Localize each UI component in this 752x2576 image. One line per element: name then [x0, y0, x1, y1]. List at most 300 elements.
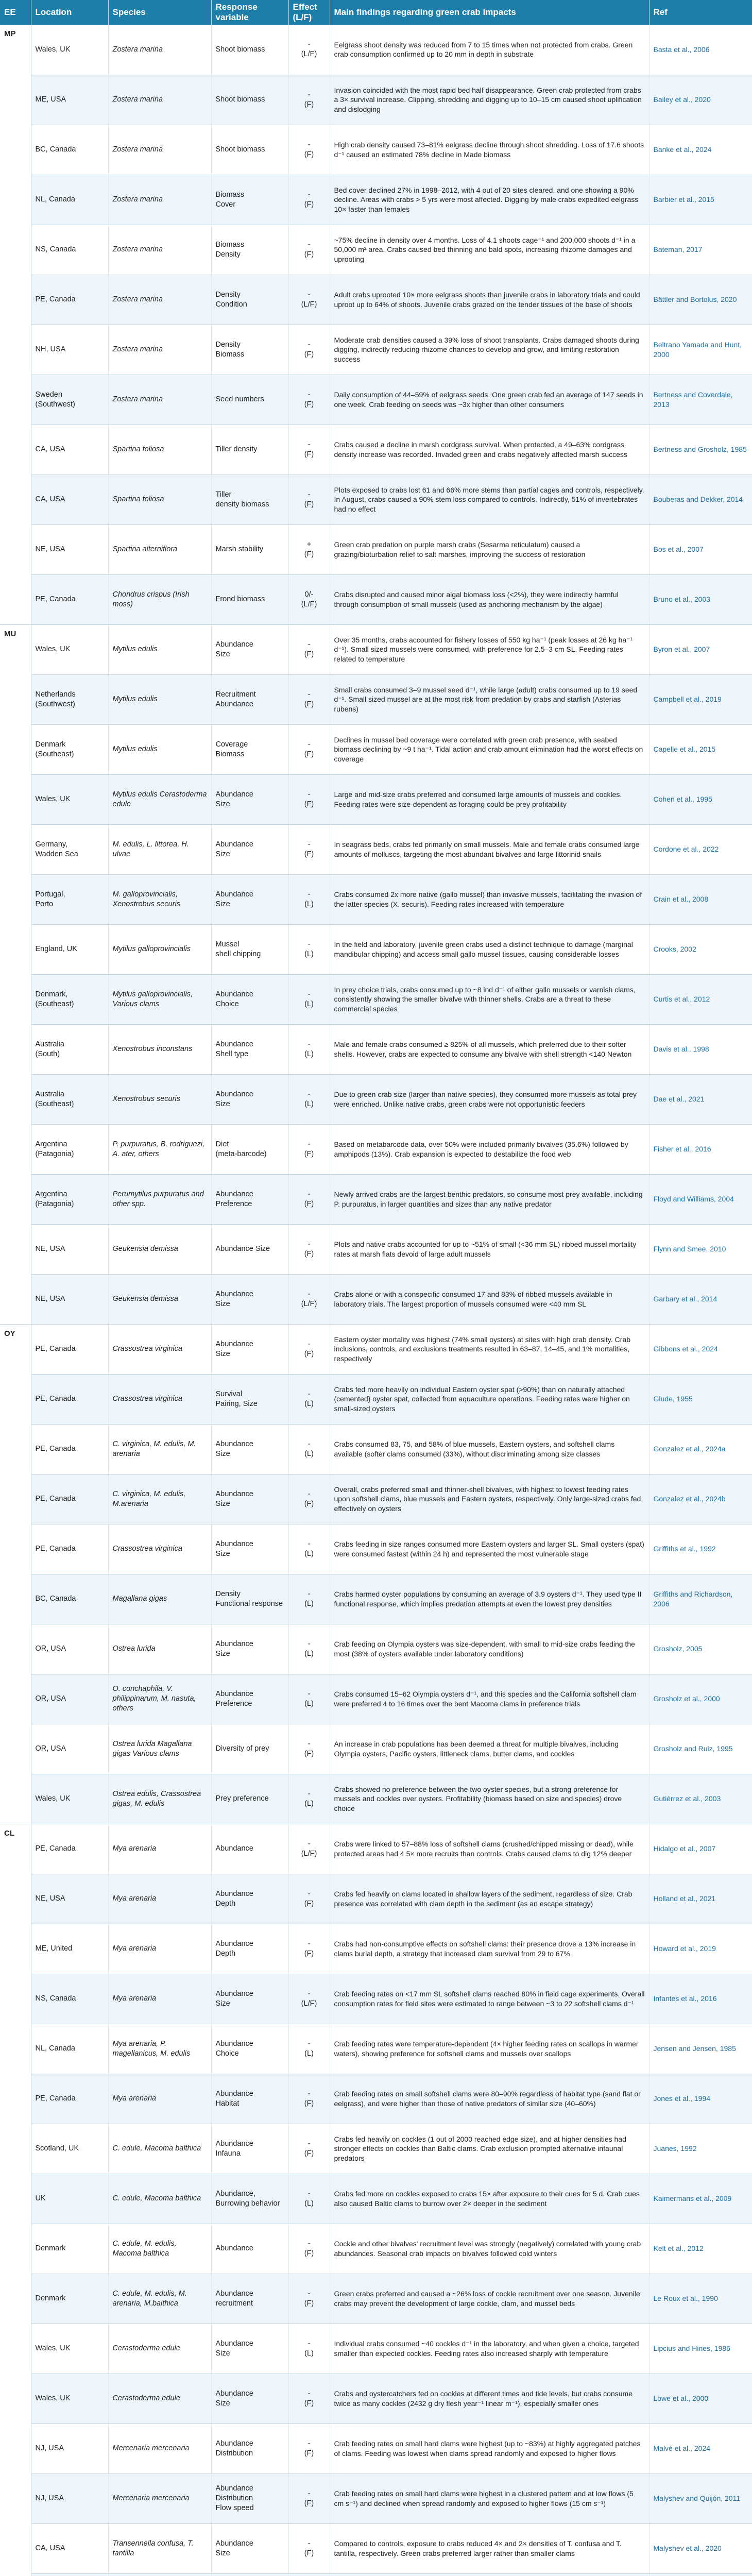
location-cell: Wales, UK [31, 2324, 108, 2374]
table-row [0, 1274, 752, 1324]
reference-cell: Griffiths et al., 1992 [649, 1524, 752, 1574]
response-variable-cell: Abundance Size [211, 2374, 288, 2424]
main-finding-cell: Overall, crabs preferred small and thinner-shell bivalves, with highest to lowest feeding rates upon softshell clams, blue mussels and Eastern oysters, respectively. Only large-sized crabs fed effectively on oysters [330, 1474, 649, 1524]
reference-cell: Bertness and Grosholz, 1985 [649, 425, 752, 474]
species-cell: Zostera marina [108, 375, 211, 425]
main-finding-cell: Crabs feeding in size ranges consumed more Eastern oysters and larger SL. Small oysters (spat) were consumed fastest (within 24 h) and represented the most vulnerable stage [330, 1524, 649, 1574]
main-finding-cell: Crabs consumed 83, 75, and 58% of blue mussels, Eastern oysters, and softshell clams available (softer clams consumed (33%), without discriminating among size classes [330, 1424, 649, 1474]
main-finding-cell [330, 2573, 649, 2576]
table-row [0, 2473, 752, 2523]
reference-cell: Capelle et al., 2015 [649, 724, 752, 774]
effect-cell: + (F) [288, 524, 330, 574]
table-row [0, 1874, 752, 1924]
main-finding-cell: Declines in mussel bed coverage were correlated with green crab presence, with seabed biomass declining by ~9 t ha⁻¹. Tidal action and crab amount elimination had the worst effects on coverage [330, 724, 649, 774]
main-finding-cell: Crabs fed more on cockles exposed to crabs 15× after exposure to their cues for 5 d. Crab cues also caused Baltic clams to burrow over 2× deeper in the sediment [330, 2174, 649, 2224]
response-variable-cell [211, 2573, 288, 2576]
main-finding-cell: Crabs disrupted and caused minor algal biomass loss (<2%), they were indirectly harmful through consumption of small mussels (used as anchoring mechanism by the algae) [330, 574, 649, 624]
table-row [0, 2024, 752, 2074]
reference-cell: Byron et al., 2007 [649, 624, 752, 674]
main-finding-cell: Crabs had non-consumptive effects on softshell clams: their presence drove a 13% increase in clams burial depth, a strategy that increased clam survival from 29 to 67% [330, 1924, 649, 1974]
main-finding-cell: Crabs fed heavily on clams located in shallow layers of the sediment, regardless of size. Crab presence was correlated with clam depth in the sediment (as an escape strategy) [330, 1874, 649, 1924]
species-cell: Crassostrea virginica [108, 1374, 211, 1424]
effect-cell: - (F) [288, 2224, 330, 2274]
main-finding-cell: Crabs consumed 2x more native (gallo mussel) than invasive mussels, facilitating the invasion of the latter species (X. securis). Feeding rates increased with temperature [330, 874, 649, 924]
main-finding-cell: Due to green crab size (larger than native species), they consumed more mussels as total prey were enriched. Unlike native crabs, green crabs were not opportunistic feeders [330, 1074, 649, 1124]
response-variable-cell: Abundance recruitment [211, 2274, 288, 2324]
column-header: Species [108, 0, 211, 25]
species-cell: M. edulis, L. littorea, H. ulvae [108, 824, 211, 874]
response-variable-cell: Recruitment Abundance [211, 674, 288, 724]
effect-cell: - (F) [288, 125, 330, 175]
species-cell: Spartina foliosa [108, 425, 211, 474]
location-cell: Wales, UK [31, 774, 108, 824]
table-row [0, 2573, 752, 2576]
reference-cell: Crain et al., 2008 [649, 874, 752, 924]
species-cell [108, 2573, 211, 2576]
reference-cell: Floyd and Williams, 2004 [649, 1174, 752, 1224]
table-row [0, 2174, 752, 2224]
species-cell: Zostera marina [108, 125, 211, 175]
location-cell: NS, Canada [31, 1974, 108, 2024]
reference-cell: Lipcius and Hines, 1986 [649, 2324, 752, 2374]
species-cell: Mya arenaria, P. magellanicus, M. edulis [108, 2024, 211, 2074]
species-cell: Mya arenaria [108, 1924, 211, 1974]
reference-cell: Davis et al., 1998 [649, 1024, 752, 1074]
species-cell: Magallana gigas [108, 1574, 211, 1624]
table-row [0, 1674, 752, 1724]
main-finding-cell: Crab feeding rates were temperature-dependent (4× higher feeding rates on scallops in warmer waters), showing preference for softshell clams and mussels over scallops [330, 2024, 649, 2074]
response-variable-cell: Marsh stability [211, 524, 288, 574]
response-variable-cell: Seed numbers [211, 375, 288, 425]
species-cell: Mytilus edulis [108, 674, 211, 724]
response-variable-cell: Biomass Density [211, 225, 288, 275]
response-variable-cell: Abundance Choice [211, 2024, 288, 2074]
effect-cell: - (L) [288, 1424, 330, 1474]
species-cell: Zostera marina [108, 225, 211, 275]
main-finding-cell: Crabs fed heavily on cockles (1 out of 2000 reached edge size), and at higher densities had stronger effects on cockles than Baltic clams. Crab exclusion prompted alternative infaunal predators [330, 2124, 649, 2174]
species-cell: M. galloprovincialis, Xenostrobus securis [108, 874, 211, 924]
location-cell: PE, Canada [31, 2074, 108, 2124]
table-row [0, 2074, 752, 2124]
location-cell: NH, USA [31, 325, 108, 375]
reference-cell: Bruno et al., 2003 [649, 574, 752, 624]
location-cell: NS, Canada [31, 225, 108, 275]
effect-cell: - (L/F) [288, 1824, 330, 1874]
response-variable-cell: Biomass Cover [211, 175, 288, 225]
location-cell: Denmark [31, 2274, 108, 2324]
main-finding-cell: Crabs showed no preference between the two oyster species, but a strong preference for mussels and cockles over oysters. Profitability (biomass based on size and species) drove choice [330, 1774, 649, 1824]
main-finding-cell: Moderate crab densities caused a 39% loss of shoot transplants. Crabs damaged shoots during digging, indirectly reducing rhizome chances to develop and grow, and limiting restoration success [330, 325, 649, 375]
main-finding-cell: An increase in crab populations has been deemed a threat for multiple bivalves, including Olympia oysters, Pacific oysters, littleneck clams, butter clams, and cockles [330, 1724, 649, 1774]
reference-cell: Gibbons et al., 2024 [649, 1324, 752, 1374]
main-finding-cell: Invasion coincided with the most rapid bed half disappearance. Green crab protected from crabs a 3× survival increase. Clipping, shredding and digging up to 10–15 cm caused shoot uplification and dislodging [330, 75, 649, 125]
effect-cell: 0/- (L/F) [288, 574, 330, 624]
location-cell: England, UK [31, 924, 108, 974]
effect-cell: - (F) [288, 175, 330, 225]
location-cell: NE, USA [31, 1874, 108, 1924]
response-variable-cell: Abundance Size [211, 1324, 288, 1374]
effect-cell: - (L) [288, 874, 330, 924]
response-variable-cell: Shoot biomass [211, 75, 288, 125]
response-variable-cell: Abundance Size [211, 1424, 288, 1474]
location-cell: Wales, UK [31, 624, 108, 674]
reference-cell: Hidalgo et al., 2007 [649, 1824, 752, 1874]
species-cell: Mytilus edulis [108, 624, 211, 674]
table-row [0, 25, 752, 75]
reference-cell: Gonzalez et al., 2024b [649, 1474, 752, 1524]
main-finding-cell: Small crabs consumed 3–9 mussel seed d⁻¹, while large (adult) crabs consumed up to 19 seed d⁻¹. Small sized mussel are at the most risk from predation by crabs and starfish (Asterias rubens) [330, 674, 649, 724]
effect-cell: - (L) [288, 2174, 330, 2224]
species-cell: C. edule, Macoma balthica [108, 2124, 211, 2174]
table-row [0, 924, 752, 974]
species-cell: Perumytilus purpuratus and other spp. [108, 1174, 211, 1224]
location-cell: NJ, USA [31, 2473, 108, 2523]
main-finding-cell: Crabs caused a decline in marsh cordgrass survival. When protected, a 49–63% cordgrass density increase was recorded. Invaded green and crabs negatively affected marsh success [330, 425, 649, 474]
effect-cell: - (L) [288, 1074, 330, 1124]
reference-cell: Kaimermans et al., 2009 [649, 2174, 752, 2224]
main-finding-cell: Crab feeding rates on small hard clams were highest (up to ~83%) at highly aggregated patches of clams. Feeding was lowest when clams spread randomly and exposed to higher flows [330, 2424, 649, 2473]
species-cell: Xenostrobus securis [108, 1074, 211, 1124]
effect-cell: - (F) [288, 1224, 330, 1274]
location-cell: UK [31, 2174, 108, 2224]
table-row [0, 1474, 752, 1524]
table-row [0, 1174, 752, 1224]
effect-cell: - (F) [288, 1124, 330, 1174]
location-cell: CA, USA [31, 2523, 108, 2573]
species-cell: Ostrea lurida Magallana gigas Various clams [108, 1724, 211, 1774]
effect-cell: - (F) [288, 2274, 330, 2324]
effect-cell: - (F) [288, 1724, 330, 1774]
table-row [0, 2374, 752, 2424]
species-cell: Mya arenaria [108, 2074, 211, 2124]
column-header: Ref [649, 0, 752, 25]
table-row [0, 2274, 752, 2324]
species-cell: Spartina foliosa [108, 474, 211, 524]
main-finding-cell: Bed cover declined 27% in 1998–2012, with 4 out of 20 sites cleared, and one showing a 90% decline. Areas with crabs > 5 yrs were most affected. Digging by male crabs expedited eelgrass 10× faster than females [330, 175, 649, 225]
location-cell: OR, USA [31, 1624, 108, 1674]
effect-cell: - (F) [288, 774, 330, 824]
response-variable-cell: Abundance Depth [211, 1874, 288, 1924]
response-variable-cell: Mussel shell chipping [211, 924, 288, 974]
table-row [0, 375, 752, 425]
effect-cell: - (L/F) [288, 1974, 330, 2024]
table-row [0, 974, 752, 1024]
response-variable-cell: Abundance Size [211, 1974, 288, 2024]
response-variable-cell: Diet (meta-barcode) [211, 1124, 288, 1174]
species-cell: Mya arenaria [108, 1824, 211, 1874]
response-variable-cell: Tiller density biomass [211, 474, 288, 524]
effect-cell: - (L) [288, 2024, 330, 2074]
reference-cell: Garbary et al., 2014 [649, 1274, 752, 1324]
main-finding-cell: Crab feeding rates on small softshell clams were 80–90% regardless of habitat type (sand flat or eelgrass), and were higher than those of native predators of similar size (40–60%) [330, 2074, 649, 2124]
table-row [0, 874, 752, 924]
effect-cell: - (F) [288, 2523, 330, 2573]
reference-cell: Gutiérrez et al., 2003 [649, 1774, 752, 1824]
location-cell: Germany, Wadden Sea [31, 824, 108, 874]
response-variable-cell: Prey preference [211, 1774, 288, 1824]
response-variable-cell: Density Condition [211, 275, 288, 325]
location-cell: Denmark, (Southeast) [31, 974, 108, 1024]
species-cell: Mya arenaria [108, 1974, 211, 2024]
column-header: EE [4, 7, 16, 17]
main-finding-cell: Crab feeding on Olympia oysters was size-dependent, with small to mid-size crabs feeding the most (38% of oysters available under laboratory conditions) [330, 1624, 649, 1674]
location-cell: Denmark (Southeast) [31, 724, 108, 774]
effect-cell: - (L) [288, 1674, 330, 1724]
location-cell: Scotland, UK [31, 2124, 108, 2174]
species-cell: Transennella confusa, T. tantilla [108, 2523, 211, 2573]
location-cell: ME, USA [31, 75, 108, 125]
reference-cell: Lowe et al., 2000 [649, 2374, 752, 2424]
reference-cell: Bateman, 2017 [649, 225, 752, 275]
reference-cell: Kelt et al., 2012 [649, 2224, 752, 2274]
table-row [0, 1974, 752, 2024]
table-row [0, 1224, 752, 1274]
table-row [0, 824, 752, 874]
table-row [0, 1524, 752, 1574]
species-cell: Geukensia demissa [108, 1224, 211, 1274]
reference-cell: Curtis et al., 2012 [649, 974, 752, 1024]
species-cell: O. conchaphila, V. philippinarum, M. nasuta, others [108, 1674, 211, 1724]
response-variable-cell: Abundance [211, 2224, 288, 2274]
main-finding-cell: In seagrass beds, crabs fed primarily on small mussels. Male and female crabs consumed large amounts of molluscs, targeting the most abundant bivalves and large littorinid snails [330, 824, 649, 874]
reference-cell: Campbell et al., 2019 [649, 674, 752, 724]
species-cell: C. virginica, M. edulis, M. arenaria [108, 1424, 211, 1474]
response-variable-cell: Density Functional response [211, 1574, 288, 1624]
reference-cell: Dae et al., 2021 [649, 1074, 752, 1124]
location-cell: Netherlands (Southwest) [31, 674, 108, 724]
effect-cell: - (F) [288, 674, 330, 724]
location-cell: OR, USA [31, 1674, 108, 1724]
main-finding-cell: Based on metabarcode data, over 50% were included primarily bivalves (35.6%) followed by amphipods (13%). Crab expansion is expected to destabilize the food web [330, 1124, 649, 1174]
effect-cell: - (F) [288, 624, 330, 674]
effect-cell: - (L) [288, 1624, 330, 1674]
response-variable-cell: Abundance [211, 1824, 288, 1874]
ee-group-cell: OY [0, 1324, 31, 1824]
response-variable-cell: Diversity of prey [211, 1724, 288, 1774]
reference-cell: Griffiths and Richardson, 2006 [649, 1574, 752, 1624]
species-cell: Mytilus edulis Cerastoderma edule [108, 774, 211, 824]
table-row [0, 125, 752, 175]
main-finding-cell: Crabs fed more heavily on individual Eastern oyster spat (>90%) than on naturally attached (cemented) oyster spat, collected from aquaculture operations. Feeding rates were higher on small-sized oysters [330, 1374, 649, 1424]
location-cell [31, 2573, 108, 2576]
response-variable-cell: Abundance Size [211, 1474, 288, 1524]
reference-cell: Bouberas and Dekker, 2014 [649, 474, 752, 524]
main-finding-cell: Crabs and oystercatchers fed on cockles at different times and tide levels, but crabs consume twice as many cockles (2432 g dry flesh year⁻¹ linear m⁻¹), especially smaller ones [330, 2374, 649, 2424]
main-finding-cell: Green crabs preferred and caused a ~26% loss of cockle recruitment over one season. Juvenile crabs may prevent the development of large cockle, clam, and mussel beds [330, 2274, 649, 2324]
location-cell: Australia (Southeast) [31, 1074, 108, 1124]
reference-cell: Malyshev et al., 2020 [649, 2523, 752, 2573]
effect-cell: - (F) [288, 824, 330, 874]
effect-cell: - (F) [288, 2074, 330, 2124]
reference-cell: Jones et al., 1994 [649, 2074, 752, 2124]
column-header: Response variable [211, 0, 288, 25]
response-variable-cell: Abundance Choice [211, 974, 288, 1024]
table-row [0, 2324, 752, 2374]
location-cell: PE, Canada [31, 574, 108, 624]
reference-cell: Bertness and Coverdale, 2013 [649, 375, 752, 425]
reference-cell: Infantes et al., 2016 [649, 1974, 752, 2024]
location-cell: PE, Canada [31, 275, 108, 325]
species-cell: Zostera marina [108, 325, 211, 375]
reference-cell: Grosholz and Ruiz, 1995 [649, 1724, 752, 1774]
location-cell: CA, USA [31, 474, 108, 524]
location-cell: PE, Canada [31, 1474, 108, 1524]
effect-cell: - (F) [288, 325, 330, 375]
response-variable-cell: Abundance Size [211, 874, 288, 924]
species-cell: Zostera marina [108, 275, 211, 325]
effect-cell: - (F) [288, 2424, 330, 2473]
effect-cell: - (F) [288, 425, 330, 474]
main-finding-cell: Newly arrived crabs are the largest benthic predators, so consume most prey available, including P. purpuratus, in larger quantities and sizes than any native predator [330, 1174, 649, 1224]
column-header: Location [31, 0, 108, 25]
table-row [0, 1324, 752, 1374]
table-row [0, 1574, 752, 1624]
location-cell: Sweden (Southwest) [31, 375, 108, 425]
reference-cell: Cordone et al., 2022 [649, 824, 752, 874]
species-cell: C. edule, Macoma balthica [108, 2174, 211, 2224]
reference-cell: Le Roux et al., 1990 [649, 2274, 752, 2324]
effect-cell: - (F) [288, 1874, 330, 1924]
reference-cell: Fisher et al., 2016 [649, 1124, 752, 1174]
reference-cell: Bailey et al., 2020 [649, 75, 752, 125]
effect-cell: - (L/F) [288, 275, 330, 325]
effect-cell [288, 2573, 330, 2576]
effect-cell: - (L) [288, 2324, 330, 2374]
location-cell: PE, Canada [31, 1824, 108, 1874]
main-finding-cell: High crab density caused 73–81% eelgrass decline through shoot shredding. Loss of 17.6 shoots d⁻¹ caused an estimated 78% decline in Made biomass [330, 125, 649, 175]
species-cell: Mytilus galloprovincialis, Various clams [108, 974, 211, 1024]
table-row [0, 674, 752, 724]
effect-cell: - (F) [288, 474, 330, 524]
table-row [0, 1074, 752, 1124]
table-row [0, 1624, 752, 1674]
main-finding-cell: Daily consumption of 44–59% of eelgrass seeds. One green crab fed an average of 147 seeds in one week. Crab feeding on seeds was ~3x higher than other consumers [330, 375, 649, 425]
reference-cell: Jensen and Jensen, 1985 [649, 2024, 752, 2074]
main-finding-cell: Eastern oyster mortality was highest (74% small oysters) at sites with high crab density. Crab inclusions, controls, and exclusions treatments resulted in 63–87, 14–45, and 1% mortalities, respectively [330, 1324, 649, 1374]
reference-cell: Glude, 1955 [649, 1374, 752, 1424]
location-cell: Australia (South) [31, 1024, 108, 1074]
table-row [0, 1374, 752, 1424]
effect-cell: - (F) [288, 75, 330, 125]
effect-cell: - (F) [288, 375, 330, 425]
response-variable-cell: Abundance Size [211, 1074, 288, 1124]
location-cell: BC, Canada [31, 125, 108, 175]
reference-cell: Malvé et al., 2024 [649, 2424, 752, 2473]
species-cell: Zostera marina [108, 75, 211, 125]
effect-cell: - (L) [288, 924, 330, 974]
main-finding-cell: Plots and native crabs accounted for up to ~51% of small (<36 mm SL) ribbed mussel mortality rates at marsh flats devoid of large adult mussels [330, 1224, 649, 1274]
species-cell: C. virginica, M. edulis, M.arenaria [108, 1474, 211, 1524]
response-variable-cell: Survival Pairing, Size [211, 1374, 288, 1424]
main-finding-cell: Crab feeding rates on <17 mm SL softshell clams reached 80% in field cage experiments. Overall consumption rates for field sites were estimated to range between ~3 to 22 softshell clams d⁻¹ [330, 1974, 649, 2024]
table-row [0, 1824, 752, 1874]
main-finding-cell: Adult crabs uprooted 10× more eelgrass shoots than juvenile crabs in laboratory trials and could uproot up to 64% of shoots. Juvenile crabs grazed on the tender tissues of the base of shoots [330, 275, 649, 325]
species-cell: Chondrus crispus (Irish moss) [108, 574, 211, 624]
species-cell: Zostera marina [108, 175, 211, 225]
species-cell: Mytilus galloprovincialis [108, 924, 211, 974]
main-finding-cell: Eelgrass shoot density was reduced from 7 to 15 times when not protected from crabs. Green crab consumption confirmed up to 20 mm in depth in substrate [330, 25, 649, 75]
reference-cell: Bos et al., 2007 [649, 524, 752, 574]
response-variable-cell: Frond biomass [211, 574, 288, 624]
location-cell: PE, Canada [31, 1324, 108, 1374]
table-row [0, 1924, 752, 1974]
response-variable-cell: Density Biomass [211, 325, 288, 375]
location-cell: NL, Canada [31, 2024, 108, 2074]
response-variable-cell: Abundance Size [211, 2324, 288, 2374]
main-finding-cell: Green crab predation on purple marsh crabs (Sesarma reticulatum) caused a grazing/bioturbation relief to salt marshes, improving the success of restoration [330, 524, 649, 574]
reference-cell: Malyshev and Quijón, 2011 [649, 2473, 752, 2523]
location-cell: CA, USA [31, 425, 108, 474]
table-row [0, 2523, 752, 2573]
effect-cell: - (L) [288, 1024, 330, 1074]
table-row [0, 774, 752, 824]
location-cell: NJ, USA [31, 2424, 108, 2473]
species-cell: Mya arenaria [108, 1874, 211, 1924]
species-cell: Ostrea edulis, Crassostrea gigas, M. edulis [108, 1774, 211, 1824]
effect-cell: - (L) [288, 974, 330, 1024]
reference-cell: Beltrano Yamada and Hunt, 2000 [649, 325, 752, 375]
species-cell: Cerastoderma edule [108, 2374, 211, 2424]
response-variable-cell: Abundance Size [211, 1274, 288, 1324]
main-finding-cell: Cockle and other bivalves' recruitment level was strongly (negatively) correlated with young crab abundances. Seasonal crab impacts on bivalves followed cold winters [330, 2224, 649, 2274]
response-variable-cell: Abundance Preference [211, 1174, 288, 1224]
reference-cell: Barbier et al., 2015 [649, 175, 752, 225]
reference-cell: Flynn and Smee, 2010 [649, 1224, 752, 1274]
species-cell: Cerastoderma edule [108, 2324, 211, 2374]
main-finding-cell: In prey choice trials, crabs consumed up to ~8 ind d⁻¹ of either gallo mussels or varnish clams, consistently showing the smaller bivalve with thinner shells. Crabs are a threat to these commercial species [330, 974, 649, 1024]
location-cell: NE, USA [31, 1274, 108, 1324]
effect-cell: - (F) [288, 2374, 330, 2424]
table-body [0, 25, 752, 2576]
column-header: Effect (L/F) [288, 0, 330, 25]
response-variable-cell: Coverage Biomass [211, 724, 288, 774]
response-variable-cell: Abundance Depth [211, 1924, 288, 1974]
location-cell: ME, United [31, 1924, 108, 1974]
ee-group-cell: MU [0, 624, 31, 1324]
location-cell: PE, Canada [31, 1374, 108, 1424]
response-variable-cell: Shoot biomass [211, 125, 288, 175]
table-row [0, 1124, 752, 1174]
response-variable-cell: Abundance Distribution [211, 2424, 288, 2473]
table-row [0, 2424, 752, 2473]
ee-group-cell: CL [0, 1824, 31, 2576]
species-cell: Mercenaria mercenaria [108, 2473, 211, 2523]
reference-cell: Crooks, 2002 [649, 924, 752, 974]
response-variable-cell: Abundance Distribution Flow speed [211, 2473, 288, 2523]
main-finding-cell: In the field and laboratory, juvenile green crabs used a distinct technique to damage (marginal mandibular chipping) and access small gallo mussel tissues, causing considerable losses [330, 924, 649, 974]
species-cell: Ostrea lurida [108, 1624, 211, 1674]
reference-cell: Howard et al., 2019 [649, 1924, 752, 1974]
effect-cell: - (L/F) [288, 1274, 330, 1324]
effect-cell: - (L/F) [288, 25, 330, 75]
response-variable-cell: Abundance Shell type [211, 1024, 288, 1074]
response-variable-cell: Shoot biomass [211, 25, 288, 75]
location-cell: NE, USA [31, 524, 108, 574]
effect-cell: - (L) [288, 1774, 330, 1824]
location-cell: OR, USA [31, 1724, 108, 1774]
effect-cell: - (F) [288, 1324, 330, 1374]
effect-cell: - (F) [288, 2124, 330, 2174]
species-cell: C. edule, M. edulis, Macoma balthica [108, 2224, 211, 2274]
table-row [0, 425, 752, 474]
main-finding-cell: Male and female crabs consumed ≥ 825% of all mussels, which preferred due to their softer shells. However, crabs are expected to consume any bivalve with shell strength <140 Newton [330, 1024, 649, 1074]
location-cell: Argentina (Patagonia) [31, 1124, 108, 1174]
reference-cell: Grosholz, 2005 [649, 1624, 752, 1674]
main-finding-cell: Plots exposed to crabs lost 61 and 66% more stems than partial cages and controls, respectively. In August, crabs caused a 90% stem loss compared to controls. Indirectly, 51% of invertebrates had no effect [330, 474, 649, 524]
table-row [0, 1424, 752, 1474]
table-row [0, 574, 752, 624]
table-row [0, 1024, 752, 1074]
